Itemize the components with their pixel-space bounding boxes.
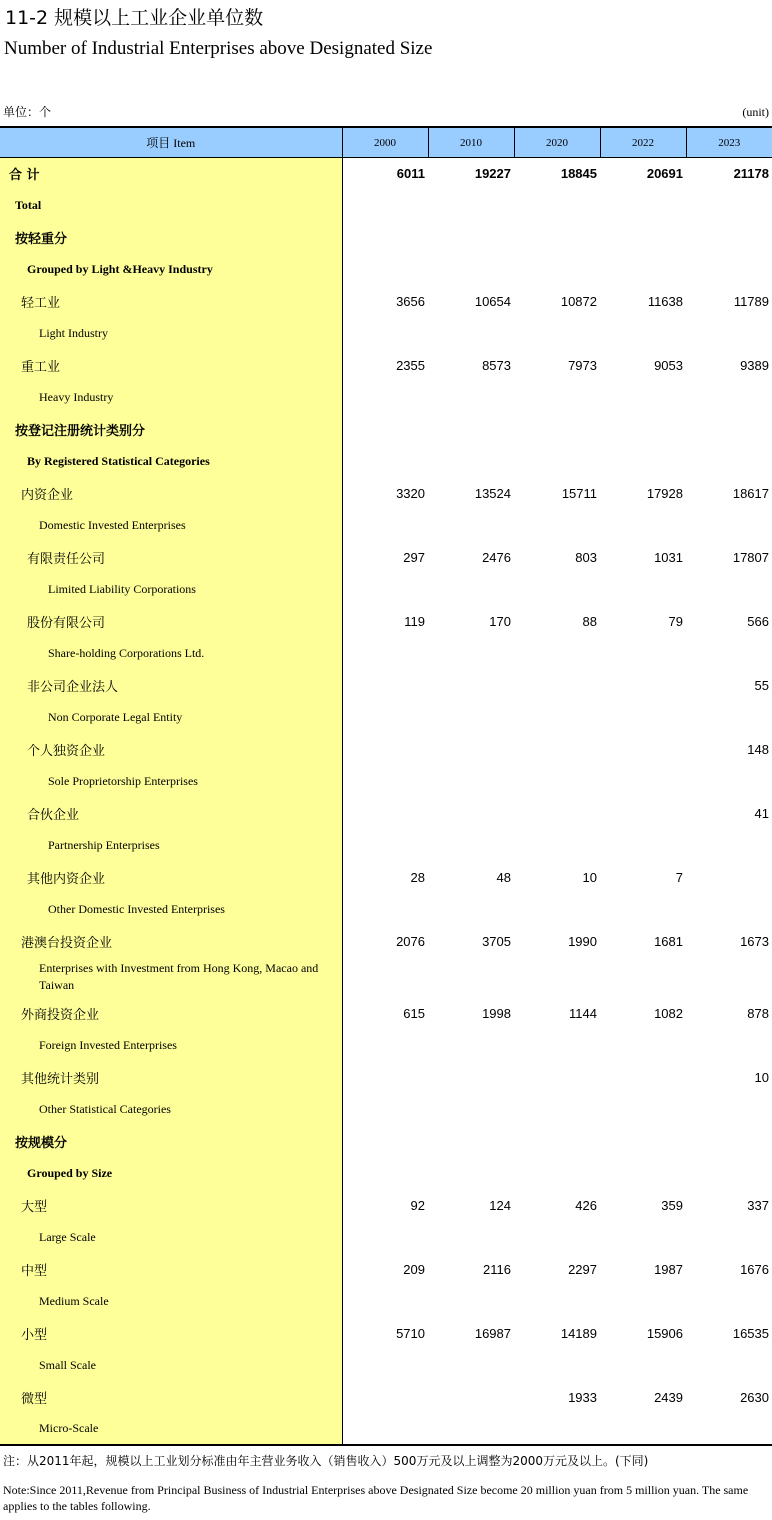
cell-2010 [428, 797, 514, 829]
row-label: 其他内资企业 [0, 861, 342, 893]
table-row [0, 1061, 772, 1093]
row-label: Total [0, 189, 342, 221]
column-header-2023: 2023 [686, 127, 772, 158]
cell-2022: 7 [675, 869, 683, 885]
cell-2023 [686, 1093, 772, 1125]
cell-2023 [686, 1221, 772, 1253]
cell-2020 [514, 381, 600, 413]
cell-2020 [514, 957, 600, 997]
cell-2000 [342, 893, 428, 925]
cell-2020: 426 [575, 1197, 597, 1213]
cell-2022 [600, 733, 686, 765]
cell-2022 [600, 669, 686, 701]
cell-2000: 6011 [396, 166, 425, 181]
cell-2010: 13524 [474, 485, 511, 501]
row-label: Small Scale [0, 1349, 342, 1381]
cell-2022 [600, 317, 686, 349]
table-row [0, 1349, 772, 1381]
cell-2023 [686, 509, 772, 541]
cell-2010 [428, 701, 514, 733]
cell-2000 [342, 509, 428, 541]
table-row [0, 573, 772, 605]
cell-2023 [686, 1125, 772, 1157]
cell-2020 [514, 445, 600, 477]
cell-2023: 1676 [740, 1261, 769, 1277]
cell-2000 [342, 1093, 428, 1125]
table-row [0, 477, 772, 509]
cell-2000 [342, 701, 428, 733]
cell-2022 [600, 1125, 686, 1157]
table-row [0, 1093, 772, 1125]
cell-2022 [600, 445, 686, 477]
cell-2010 [428, 893, 514, 925]
cell-2023 [686, 573, 772, 605]
cell-2023 [686, 701, 772, 733]
row-label: 微型 [0, 1381, 342, 1413]
row-label: Sole Proprietorship Enterprises [0, 765, 342, 797]
cell-2020 [514, 1221, 600, 1253]
cell-2020: 10872 [560, 293, 597, 309]
cell-2023: 2630 [740, 1389, 769, 1405]
cell-2022 [600, 189, 686, 221]
cell-2010 [428, 1093, 514, 1125]
cell-2010 [428, 829, 514, 861]
cell-2022: 359 [661, 1197, 683, 1213]
cell-2000: 2355 [396, 357, 425, 373]
table-row [0, 1413, 772, 1445]
cell-2022 [600, 829, 686, 861]
table-row [0, 893, 772, 925]
table-row [0, 797, 772, 829]
cell-2000: 3656 [396, 293, 425, 309]
cell-2022: 1987 [654, 1261, 683, 1277]
cell-2010: 48 [496, 869, 511, 885]
cell-2020 [514, 765, 600, 797]
row-label: Limited Liability Corporations [0, 573, 342, 605]
cell-2022 [600, 509, 686, 541]
table-row [0, 765, 772, 797]
data-table-container [0, 126, 772, 1446]
table-row [0, 285, 772, 317]
cell-2010 [428, 1029, 514, 1061]
cell-2000 [342, 1381, 428, 1413]
cell-2023 [686, 637, 772, 669]
table-row [0, 605, 772, 637]
row-label: 股份有限公司 [0, 605, 342, 637]
cell-2023: 41 [754, 805, 769, 821]
cell-2010 [428, 509, 514, 541]
cell-2020: 803 [575, 549, 597, 565]
cell-2020: 10 [582, 869, 597, 885]
cell-2010 [428, 189, 514, 221]
row-label: Medium Scale [0, 1285, 342, 1317]
cell-2023 [686, 765, 772, 797]
cell-2020 [514, 1285, 600, 1317]
cell-2020 [514, 1093, 600, 1125]
row-label: 小型 [0, 1317, 342, 1349]
table-row [0, 1253, 772, 1285]
row-label: Other Domestic Invested Enterprises [0, 893, 342, 925]
cell-2023 [686, 445, 772, 477]
cell-2000 [342, 317, 428, 349]
row-label: 大型 [0, 1189, 342, 1221]
cell-2022 [600, 1349, 686, 1381]
cell-2022 [600, 1413, 686, 1445]
cell-2020 [514, 1413, 600, 1445]
cell-2000 [342, 1125, 428, 1157]
cell-2000 [342, 637, 428, 669]
row-label: 非公司企业法人 [0, 669, 342, 701]
cell-2010 [428, 381, 514, 413]
cell-2023: 878 [747, 1005, 769, 1021]
table-row [0, 1221, 772, 1253]
cell-2000: 5710 [396, 1325, 425, 1341]
cell-2023 [686, 829, 772, 861]
cell-2022 [600, 797, 686, 829]
cell-2023 [686, 861, 772, 893]
cell-2010 [428, 765, 514, 797]
table-row [0, 829, 772, 861]
cell-2010 [428, 253, 514, 285]
row-label: 按规模分 [0, 1125, 342, 1157]
cell-2010: 124 [489, 1197, 511, 1213]
cell-2020 [514, 221, 600, 253]
row-label: By Registered Statistical Categories [0, 445, 342, 477]
cell-2020: 2297 [568, 1261, 597, 1277]
cell-2020: 7973 [568, 357, 597, 373]
cell-2022 [600, 221, 686, 253]
cell-2000 [342, 1413, 428, 1445]
table-row [0, 541, 772, 573]
cell-2023 [686, 1413, 772, 1445]
cell-2000 [342, 1285, 428, 1317]
cell-2010 [428, 1381, 514, 1413]
table-row [0, 349, 772, 381]
cell-2000 [342, 1029, 428, 1061]
cell-2022: 1082 [654, 1005, 683, 1021]
cell-2020: 15711 [561, 485, 597, 501]
cell-2020 [514, 1125, 600, 1157]
cell-2022 [600, 1157, 686, 1189]
unit-label-cn: 单位：个 [3, 105, 52, 119]
cell-2010: 19227 [474, 166, 511, 181]
cell-2022 [600, 957, 686, 997]
cell-2000: 209 [403, 1261, 425, 1277]
cell-2020 [514, 797, 600, 829]
cell-2022 [600, 701, 686, 733]
cell-2010: 10654 [474, 293, 511, 309]
cell-2010: 3705 [482, 933, 511, 949]
cell-2023: 1673 [740, 933, 769, 949]
cell-2000 [342, 669, 428, 701]
cell-2010: 170 [489, 613, 511, 629]
cell-2023 [686, 317, 772, 349]
cell-2010 [428, 637, 514, 669]
cell-2023 [686, 413, 772, 445]
cell-2020 [514, 1157, 600, 1189]
footnote-en: Note:Since 2011,Revenue from Principal Business of Industrial Enterprises above Designated Size become 20 million yuan from 5 million yuan. The same applies to the tables following. [3, 1483, 749, 1513]
row-label: Partnership Enterprises [0, 829, 342, 861]
row-label: Foreign Invested Enterprises [0, 1029, 342, 1061]
cell-2020 [514, 317, 600, 349]
cell-2000 [342, 1349, 428, 1381]
cell-2023: 566 [747, 613, 769, 629]
cell-2022 [600, 381, 686, 413]
cell-2020 [514, 413, 600, 445]
table-row [0, 733, 772, 765]
cell-2020: 18845 [560, 166, 597, 181]
row-label: 有限责任公司 [0, 541, 342, 573]
column-header-2020: 2020 [514, 127, 600, 158]
cell-2000 [342, 573, 428, 605]
cell-2022: 11638 [647, 293, 683, 309]
cell-2020: 1933 [568, 1389, 597, 1405]
column-header-2000: 2000 [342, 127, 428, 158]
table-row [0, 1029, 772, 1061]
cell-2022 [600, 1285, 686, 1317]
cell-2010 [428, 573, 514, 605]
cell-2000 [342, 253, 428, 285]
cell-2023 [686, 893, 772, 925]
column-header-2022: 2022 [600, 127, 686, 158]
cell-2023: 10 [754, 1069, 769, 1085]
cell-2010: 2476 [482, 549, 511, 565]
cell-2000 [342, 765, 428, 797]
row-label: 其他统计类别 [0, 1061, 342, 1093]
cell-2023: 11789 [733, 293, 769, 309]
cell-2000 [342, 381, 428, 413]
cell-2023: 18617 [732, 485, 769, 501]
column-header-2010: 2010 [428, 127, 514, 158]
cell-2000 [342, 1221, 428, 1253]
table-row [0, 1285, 772, 1317]
cell-2022 [600, 1061, 686, 1093]
cell-2023 [686, 381, 772, 413]
table-header-row [0, 127, 772, 158]
row-label: Micro-Scale [0, 1413, 342, 1445]
table-row [0, 1381, 772, 1413]
cell-2023 [686, 1157, 772, 1189]
cell-2010 [428, 669, 514, 701]
table-row [0, 637, 772, 669]
cell-2000: 28 [410, 869, 425, 885]
table-row [0, 317, 772, 349]
row-label: Share-holding Corporations Ltd. [0, 637, 342, 669]
table-row [0, 381, 772, 413]
table-row [0, 445, 772, 477]
cell-2000 [342, 221, 428, 253]
table-row [0, 1189, 772, 1221]
unit-label-en: (unit) [742, 105, 769, 119]
cell-2020 [514, 189, 600, 221]
row-label: 中型 [0, 1253, 342, 1285]
table-row [0, 1157, 772, 1189]
row-label: Heavy Industry [0, 381, 342, 413]
cell-2010: 2116 [483, 1261, 511, 1277]
cell-2022: 2439 [654, 1389, 683, 1405]
table-row [0, 861, 772, 893]
row-label: Large Scale [0, 1221, 342, 1253]
cell-2010 [428, 957, 514, 997]
page-title-cn: 11-2 规模以上工业企业单位数 [5, 7, 264, 29]
table-row [0, 1317, 772, 1349]
cell-2020 [514, 637, 600, 669]
cell-2000 [342, 957, 428, 997]
row-label: 合伙企业 [0, 797, 342, 829]
table-body [0, 158, 772, 1446]
cell-2010: 8573 [482, 357, 511, 373]
cell-2023 [686, 1349, 772, 1381]
row-label: 合 计 [0, 158, 342, 190]
cell-2010 [428, 317, 514, 349]
cell-2010: 16987 [474, 1325, 511, 1341]
cell-2000 [342, 189, 428, 221]
row-label: Other Statistical Categories [0, 1093, 342, 1125]
cell-2022 [600, 765, 686, 797]
table-row [0, 1125, 772, 1157]
row-label: Grouped by Size [0, 1157, 342, 1189]
cell-2010 [428, 1413, 514, 1445]
cell-2010: 1998 [482, 1005, 511, 1021]
row-label: 外商投资企业 [0, 997, 342, 1029]
row-label: 内资企业 [0, 477, 342, 509]
cell-2000: 92 [410, 1197, 425, 1213]
cell-2020: 1990 [568, 933, 597, 949]
cell-2022 [600, 413, 686, 445]
cell-2010 [428, 1349, 514, 1381]
cell-2010 [428, 1061, 514, 1093]
cell-2000 [342, 829, 428, 861]
table-row [0, 701, 772, 733]
cell-2010 [428, 1285, 514, 1317]
table-row [0, 253, 772, 285]
cell-2000 [342, 413, 428, 445]
cell-2022 [600, 637, 686, 669]
row-label: Grouped by Light &Heavy Industry [0, 253, 342, 285]
cell-2022 [600, 253, 686, 285]
cell-2020 [514, 669, 600, 701]
row-label: 港澳台投资企业 [0, 925, 342, 957]
cell-2023: 21178 [733, 166, 769, 181]
cell-2000 [342, 733, 428, 765]
table-row [0, 509, 772, 541]
cell-2022: 17928 [646, 485, 683, 501]
cell-2022: 15906 [646, 1325, 683, 1341]
cell-2000 [342, 445, 428, 477]
cell-2022 [600, 1093, 686, 1125]
cell-2020 [514, 829, 600, 861]
cell-2020 [514, 733, 600, 765]
page-title-en: Number of Industrial Enterprises above Designated Size [4, 38, 433, 59]
table-row [0, 957, 772, 997]
cell-2000: 297 [403, 549, 425, 565]
cell-2023: 148 [747, 741, 769, 757]
cell-2022 [600, 1029, 686, 1061]
table-row [0, 997, 772, 1029]
cell-2020: 14189 [560, 1325, 597, 1341]
cell-2000: 3320 [396, 485, 425, 501]
row-label: 轻工业 [0, 285, 342, 317]
cell-2020 [514, 253, 600, 285]
cell-2010 [428, 445, 514, 477]
cell-2000 [342, 797, 428, 829]
cell-2020: 1144 [569, 1005, 597, 1021]
row-label: Non Corporate Legal Entity [0, 701, 342, 733]
table-row [0, 221, 772, 253]
cell-2000: 615 [403, 1005, 425, 1021]
cell-2010 [428, 1157, 514, 1189]
row-label: 按轻重分 [0, 221, 342, 253]
cell-2022 [600, 1221, 686, 1253]
cell-2023 [686, 1029, 772, 1061]
row-label: 重工业 [0, 349, 342, 381]
row-label: Domestic Invested Enterprises [0, 509, 342, 541]
cell-2023: 16535 [732, 1325, 769, 1341]
cell-2023: 337 [747, 1197, 769, 1213]
table-row [0, 189, 772, 221]
cell-2023: 9389 [740, 357, 769, 373]
cell-2000: 2076 [396, 933, 425, 949]
cell-2022 [600, 573, 686, 605]
cell-2023 [686, 957, 772, 997]
cell-2022: 9053 [654, 357, 683, 373]
cell-2020 [514, 893, 600, 925]
cell-2020 [514, 1061, 600, 1093]
cell-2010 [428, 413, 514, 445]
cell-2022: 1031 [654, 549, 683, 565]
cell-2000: 119 [404, 613, 425, 629]
cell-2023 [686, 1285, 772, 1317]
cell-2022: 20691 [646, 166, 683, 181]
cell-2010 [428, 733, 514, 765]
cell-2023 [686, 253, 772, 285]
cell-2023 [686, 221, 772, 253]
footnote-cn: 注：从2011年起，规模以上工业划分标准由年主营业务收入（销售收入）500万元及以上调整为2000万元及以上。(下同) [3, 1454, 649, 1468]
cell-2023: 55 [754, 677, 769, 693]
cell-2020 [514, 1349, 600, 1381]
cell-2023: 17807 [732, 549, 769, 565]
cell-2000 [342, 1157, 428, 1189]
row-label: 按登记注册统计类别分 [0, 413, 342, 445]
cell-2020: 88 [582, 613, 597, 629]
cell-2023 [686, 189, 772, 221]
row-label: Enterprises with Investment from Hong Kong, Macao and Taiwan [0, 957, 342, 997]
table-row [0, 158, 772, 190]
cell-2022: 79 [668, 613, 683, 629]
cell-2020 [514, 509, 600, 541]
cell-2022 [600, 893, 686, 925]
table-row [0, 925, 772, 957]
cell-2010 [428, 1221, 514, 1253]
cell-2010 [428, 1125, 514, 1157]
row-label: 个人独资企业 [0, 733, 342, 765]
cell-2020 [514, 1029, 600, 1061]
table-row [0, 669, 772, 701]
enterprise-count-table [0, 126, 772, 1446]
cell-2010 [428, 221, 514, 253]
cell-2022: 1681 [654, 933, 683, 949]
cell-2020 [514, 573, 600, 605]
table-row [0, 413, 772, 445]
row-label: Light Industry [0, 317, 342, 349]
cell-2020 [514, 701, 600, 733]
column-header-item: 项目 Item [0, 127, 342, 158]
cell-2000 [342, 1061, 428, 1093]
